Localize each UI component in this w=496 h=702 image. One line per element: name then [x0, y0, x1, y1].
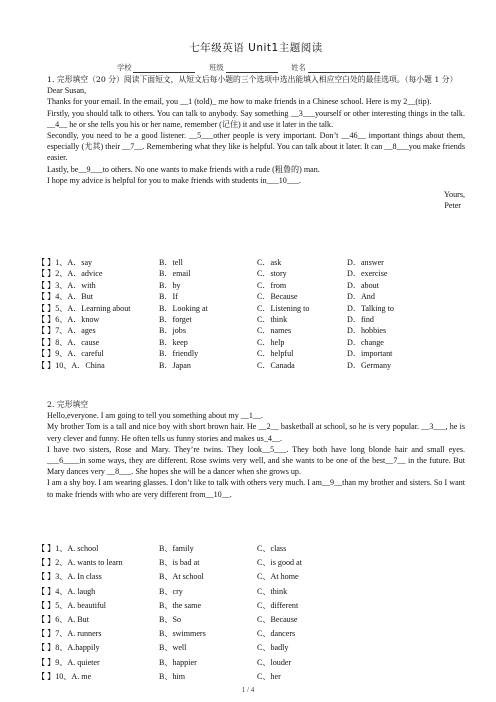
option-c[interactable]: C、badly [257, 643, 289, 653]
page-title: 七年级英语 Unit1主题阅读 [189, 42, 323, 54]
option-a[interactable]: 【 】8、A.happily [37, 643, 100, 653]
passage-paragraph: My brother Tom is a tall and nice boy with short brown hair. He __2__ basketball at school, so he is very popular. __3___, he is very clever and funny. He often tells us funny stories and makes us_4__. [47, 422, 465, 443]
class-field[interactable] [226, 64, 278, 73]
option-c[interactable]: C、think [257, 586, 288, 596]
option-b[interactable]: B、So [159, 615, 182, 624]
letter-paragraph: Firstly, you should talk to others. You can talk to anybody. Say something __3___yourself or other interesting things in the talk. __4__ he or she tells you his or her name, remember (记住) it and use it later in the talk. [47, 108, 465, 129]
option-d[interactable]: D．find [347, 315, 374, 324]
option-row [37, 291, 465, 302]
option-row [37, 325, 465, 336]
option-d[interactable]: D．answer [347, 258, 384, 267]
option-a[interactable]: 【 】7、A．ages [37, 326, 96, 336]
option-a[interactable]: 【 】10、A. me [37, 671, 92, 681]
option-b[interactable]: B、is bad at [159, 558, 200, 568]
option-row [37, 642, 465, 653]
option-b[interactable]: B．forget [159, 315, 192, 324]
section1-heading: 1. 完形填空（20 分）阅读下面短文，从短文后每小题的三个选项中选出能填入相应空白处的最佳选项。（每小题 1 分） [47, 75, 458, 84]
option-a[interactable]: 【 】1、A. school [37, 544, 99, 553]
option-a[interactable]: 【 】2、A. wants to learn [37, 558, 123, 568]
option-d[interactable]: D．hobbies [347, 326, 387, 336]
option-row [37, 543, 465, 554]
option-b[interactable]: B．keep [159, 337, 188, 347]
letter-paragraph: Secondly, you need to be a good listener. __5___other people is very important. Don’t __46__ important things about them, especially (尤其) their __7__. Remembering what they like is helpful. You can talk about it later. It can __8___you make friends easier. [47, 131, 465, 163]
option-row [37, 671, 465, 682]
letter-greeting: Dear Susan, [47, 86, 87, 96]
letter-closing: Yours, [444, 190, 465, 200]
option-row [37, 337, 465, 348]
option-d[interactable]: D．Talking to [347, 303, 394, 313]
option-row [37, 600, 465, 611]
option-a[interactable]: 【 】6、A. But [37, 615, 89, 624]
name-field[interactable] [308, 64, 380, 73]
passage-paragraph: Hello,everyone. I am going to tell you something about my __1__. [47, 411, 264, 421]
option-b[interactable]: B．Japan [159, 360, 191, 370]
page-number: 1 / 4 [241, 686, 255, 694]
option-b[interactable]: B、swimmers [159, 629, 206, 639]
option-b[interactable]: B．email [159, 269, 191, 279]
option-c[interactable]: C．names [257, 326, 292, 336]
option-c[interactable]: C．think [257, 315, 288, 324]
option-row [37, 628, 465, 639]
passage-paragraph: I have two sisters, Rose and Mary. They’re twins. They look__5___. They both have long blonde hair and small eyes. ___6____in some ways, they are different. Rose swims very well, and she wants to be one of the best__7__ in the future. But Mary dances very __8___. She hopes she will be a dancer when she grows up. [47, 444, 465, 477]
option-a[interactable]: 【 】10、A．China [37, 360, 105, 370]
option-d[interactable]: D．Germany [347, 360, 392, 370]
option-a[interactable]: 【 】2、A．advice [37, 269, 103, 279]
letter-paragraph: I hope my advice is helpful for you to make friends with students in___10___. [47, 175, 302, 185]
section1-text [47, 74, 465, 211]
option-b[interactable]: B、well [159, 643, 187, 653]
option-b[interactable]: B、cry [159, 586, 183, 596]
option-row [37, 586, 465, 597]
option-row [37, 303, 465, 314]
option-c[interactable]: C．Listening to [257, 303, 310, 313]
option-row [37, 257, 465, 268]
option-c[interactable]: C．help [257, 337, 285, 347]
option-b[interactable]: B、family [159, 544, 194, 553]
option-a[interactable]: 【 】9、A．careful [37, 349, 104, 359]
option-row [37, 348, 465, 359]
option-b[interactable]: B、happier [159, 657, 197, 667]
option-a[interactable]: 【 】6、A．know [37, 315, 100, 324]
option-c[interactable]: C．ask [257, 258, 282, 267]
option-b[interactable]: B、the same [159, 600, 202, 610]
option-a[interactable]: 【 】8、A．cause [37, 337, 100, 347]
option-c[interactable]: C．Because [257, 292, 298, 302]
letter-paragraph: Lastly, be__9___to others. No one wants to make friends with a rude (粗鲁的) man. [47, 164, 320, 174]
option-row [37, 557, 465, 568]
option-b[interactable]: B．Looking at [159, 303, 208, 313]
option-b[interactable]: B．friendly [159, 349, 199, 359]
school-label: 学校 [117, 63, 132, 72]
option-c[interactable]: C、dancers [257, 629, 296, 639]
option-b[interactable]: B．tell [159, 258, 183, 267]
option-c[interactable]: C、her [257, 671, 281, 681]
option-c[interactable]: C．Canada [257, 360, 295, 370]
option-a[interactable]: 【 】9、A. quieter [37, 657, 100, 667]
option-c[interactable]: C．from [257, 280, 287, 290]
option-a[interactable]: 【 】5、A．Learning about [37, 303, 131, 313]
option-row [37, 314, 465, 325]
option-d[interactable]: D．about [347, 280, 379, 290]
school-field[interactable] [133, 64, 195, 73]
option-c[interactable]: C．story [257, 269, 287, 279]
option-c[interactable]: C、class [257, 544, 287, 553]
option-a[interactable]: 【 】7、A. runners [37, 629, 102, 639]
option-b[interactable]: B．jobs [159, 326, 186, 336]
option-row [37, 614, 465, 625]
option-c[interactable]: C、louder [257, 657, 292, 667]
section2-heading: 2. 完形填空 [47, 400, 89, 409]
option-c[interactable]: C、different [257, 600, 299, 610]
option-row [37, 657, 465, 668]
option-a[interactable]: 【 】1、A．say [37, 258, 93, 267]
option-d[interactable]: D．change [347, 337, 384, 347]
name-label: 姓名 [291, 63, 306, 72]
section2-text [47, 399, 465, 500]
option-c[interactable]: C、is good at [257, 558, 302, 568]
option-d[interactable]: D．exercise [347, 269, 388, 279]
option-a[interactable]: 【 】3、A．with [37, 280, 96, 290]
class-label: 班级 [209, 63, 224, 72]
option-c[interactable]: C、Because [257, 615, 298, 624]
option-b[interactable]: B．If [159, 292, 178, 302]
option-row [37, 571, 465, 582]
option-d[interactable]: D．And [347, 292, 375, 302]
option-row [37, 280, 465, 291]
option-b[interactable]: B、At school [159, 572, 204, 582]
option-d[interactable]: D．important [347, 349, 393, 359]
student-info-row [117, 62, 380, 73]
passage-paragraph: I am a shy boy. I am wearing glasses. I don’t like to talk with others very much. I am__9__than my brother and sisters. So I want to make friends with who are very different from__10__. [47, 478, 465, 499]
option-b[interactable]: B．by [159, 280, 181, 290]
letter-signature: Peter [444, 201, 461, 211]
option-a[interactable]: 【 】4、A．But [37, 292, 93, 302]
option-row [37, 268, 465, 279]
option-a[interactable]: 【 】5、A. beautiful [37, 600, 107, 610]
option-c[interactable]: C、At home [257, 572, 299, 582]
option-a[interactable]: 【 】3、A. In class [37, 572, 102, 582]
option-c[interactable]: C．helpful [257, 349, 294, 359]
letter-paragraph: Thanks for your email. In the email, you __1 (told)_ me how to make friends in a Chinese school. Here is my 2__(tip). [47, 97, 432, 107]
option-a[interactable]: 【 】4、A. laugh [37, 586, 96, 596]
option-b[interactable]: B、him [159, 671, 186, 681]
option-row [37, 360, 465, 371]
